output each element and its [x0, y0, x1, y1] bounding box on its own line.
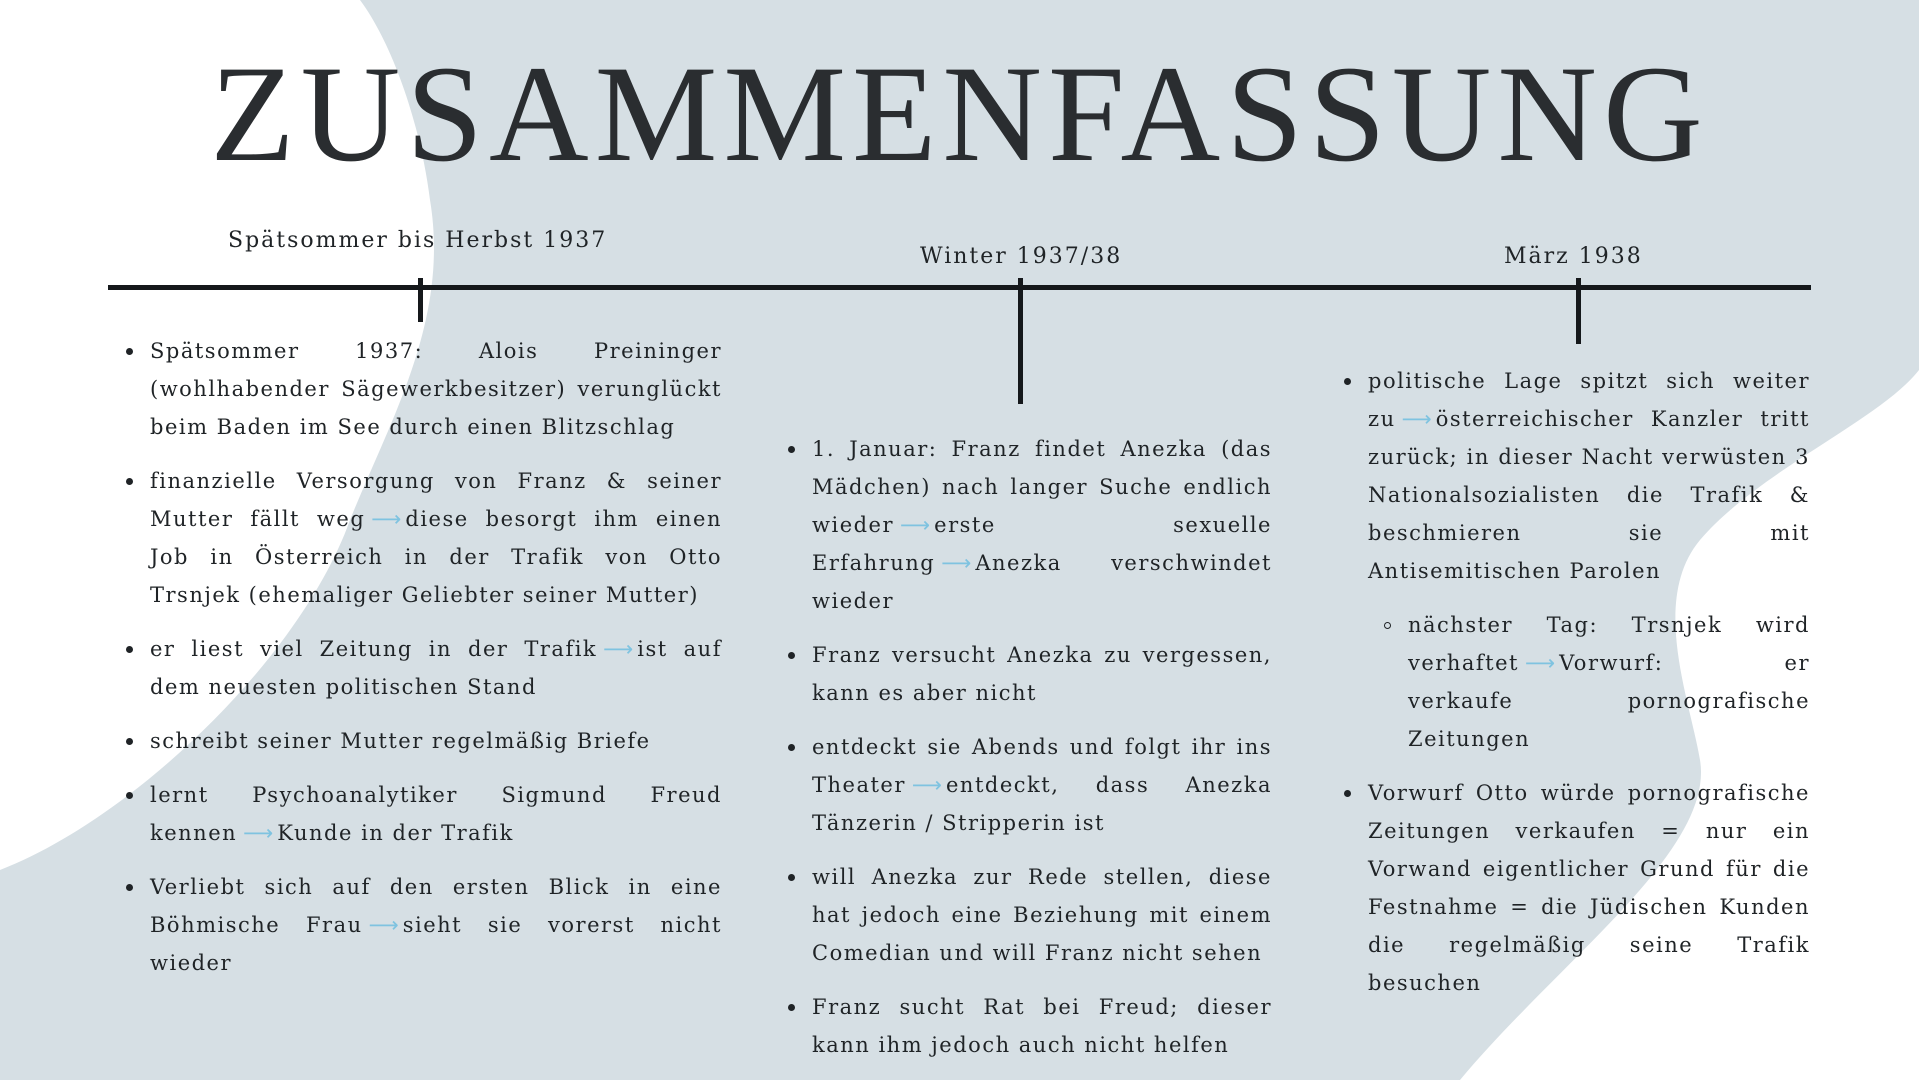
arrow-icon: ⟶	[603, 637, 632, 661]
arrow-icon: ⟶	[1524, 651, 1554, 675]
list-item: er liest viel Zeitung in der Trafik ⟶ ist auf dem neuesten politischen Stand	[124, 630, 722, 706]
timeline-line	[108, 285, 1811, 290]
timeline-tick-3	[1576, 278, 1581, 344]
list-item: finanzielle Versorgung von Franz & seiner Mutter fällt weg ⟶ diese besorgt ihm einen Job in Österreich in der Trafik von Otto Trsnjek (ehemaliger Geliebter seiner Mutter)	[124, 462, 722, 614]
list-item: Franz sucht Rat bei Freud; dieser kann ihm jedoch auch nicht helfen	[786, 988, 1272, 1064]
list-item: Franz versucht Anezka zu vergessen, kann es aber nicht	[786, 636, 1272, 712]
timeline-tick-2	[1018, 278, 1023, 404]
sub-list-item: nächster Tag: Trsnjek wird verhaftet ⟶ Vorwurf: er verkaufe pornografische Zeitungen	[1382, 606, 1810, 758]
list-item: will Anezka zur Rede stellen, diese hat jedoch eine Beziehung mit einem Comedian und will Franz nicht sehen	[786, 858, 1272, 972]
list-item: 1. Januar: Franz findet Anezka (das Mädchen) nach langer Suche endlich wieder ⟶ erste sexuelle Erfahrung ⟶ Anezka verschwindet wieder	[786, 430, 1272, 620]
period-label-2: Winter 1937/38	[920, 244, 1123, 269]
list-item: lernt Psychoanalytiker Sigmund Freud kennen ⟶ Kunde in der Trafik	[124, 776, 722, 852]
arrow-icon: ⟶	[243, 821, 272, 845]
column-march-1938	[1342, 362, 1810, 1018]
column-autumn-1937	[124, 332, 722, 998]
column-winter-1937-38	[786, 430, 1272, 1080]
timeline-tick-1	[418, 278, 423, 322]
arrow-icon: ⟶	[368, 913, 397, 937]
list-item: schreibt seiner Mutter regelmäßig Briefe	[124, 722, 722, 760]
list-item: politische Lage spitzt sich weiter zu ⟶ österreichischer Kanzler tritt zurück; in dieser Nacht verwüsten 3 Nationalsozialisten die Trafik & beschmieren sie mit Antisemitischen Parolen	[1342, 362, 1810, 590]
period-label-1: Spätsommer bis Herbst 1937	[228, 228, 608, 253]
arrow-icon: ⟶	[900, 513, 929, 537]
period-label-3: März 1938	[1504, 244, 1643, 269]
arrow-icon: ⟶	[941, 551, 970, 575]
list-item: entdeckt sie Abends und folgt ihr ins Theater ⟶ entdeckt, dass Anezka Tänzerin / Stripperin ist	[786, 728, 1272, 842]
arrow-icon: ⟶	[371, 507, 400, 531]
list-item: Spätsommer 1937: Alois Preininger (wohlhabender Sägewerkbesitzer) verunglückt beim Baden im See durch einen Blitzschlag	[124, 332, 722, 446]
list-item: Verliebt sich auf den ersten Blick in eine Böhmische Frau ⟶ sieht sie vorerst nicht wieder	[124, 868, 722, 982]
arrow-icon: ⟶	[911, 773, 940, 797]
list-item: Vorwurf Otto würde pornografische Zeitungen verkaufen = nur ein Vorwand eigentlicher Grund für die Festnahme = die Jüdischen Kunden die regelmäßig seine Trafik besuchen	[1342, 774, 1810, 1002]
arrow-icon: ⟶	[1401, 407, 1430, 431]
page-title: ZUSAMMENFASSUNG	[210, 37, 1709, 190]
